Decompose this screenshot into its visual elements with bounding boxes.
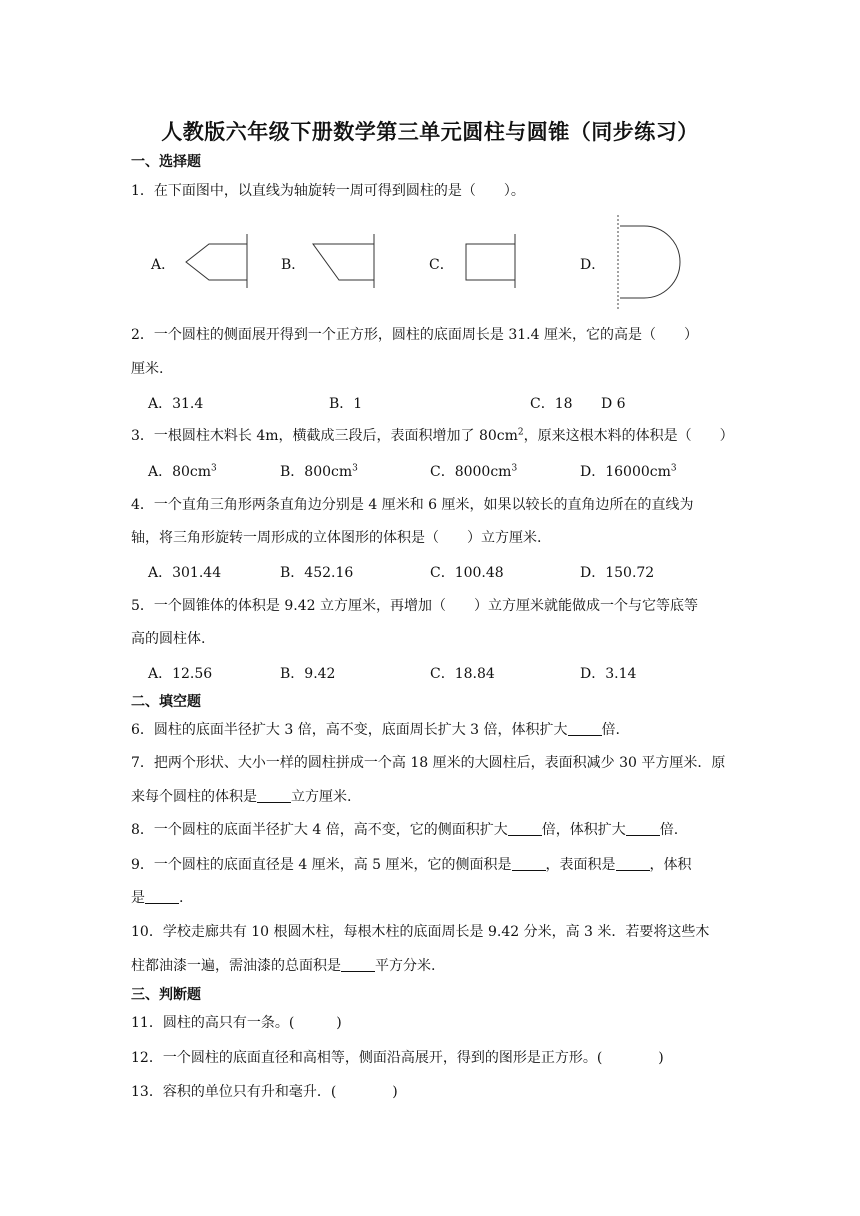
- q1-option-b-label: B．: [281, 257, 306, 273]
- q3-option-a-text: A．80cm: [148, 464, 212, 480]
- question-5-line-2: 高的圆柱体.: [131, 631, 206, 647]
- section-heading-fill: 二、填空题: [131, 694, 201, 710]
- answer-blank[interactable]: [508, 821, 542, 836]
- q4-option-d: D．150.72: [580, 565, 655, 581]
- answer-blank[interactable]: [145, 889, 179, 904]
- question-10-line-1: 10．学校走廊共有 10 根圆木柱，每根木柱的底面周长是 9.42 分米，高 3 米．若要将这些木: [131, 924, 710, 940]
- section-heading-choice: 一、选择题: [131, 154, 201, 170]
- q2-option-c: C．18: [530, 396, 573, 412]
- question-1-text: 1．在下面图中，以直线为轴旋转一周可得到圆柱的是（ ）。: [131, 183, 525, 199]
- q4-option-a: A．301.44: [148, 565, 222, 581]
- question-8-after: 倍.: [659, 822, 679, 838]
- answer-blank[interactable]: [568, 721, 602, 736]
- question-3-after: ，原来这根木料的体积是（ ）: [523, 428, 734, 444]
- question-11-text: 11．圆柱的高只有一条。( ): [131, 1015, 342, 1031]
- question-9-line2-after: .: [179, 890, 184, 906]
- answer-blank[interactable]: [626, 821, 660, 836]
- question-8-before: 8．一个圆柱的底面半径扩大 4 倍，高不变，它的侧面积扩大: [131, 822, 508, 838]
- question-10-line-2: [131, 956, 435, 976]
- q3-option-d: [580, 462, 677, 482]
- question-9-line2-before: 是: [131, 890, 145, 906]
- q1-option-c-label: C．: [429, 257, 454, 273]
- page-title: 人教版六年级下册数学第三单元圆柱与圆锥（同步练习）: [161, 119, 699, 144]
- q2-option-a: A．31.4: [148, 396, 204, 412]
- question-7-line-1: 7．把两个形状、大小一样的圆柱拼成一个高 18 厘米的大圆柱后，表面积减少 30 平方厘米．原: [131, 755, 726, 771]
- question-2-line-1: 2．一个圆柱的侧面展开得到一个正方形，圆柱的底面周长是 31.4 厘米，它的高是（ ）: [131, 327, 698, 343]
- q3-option-b-sup: 3: [352, 463, 358, 474]
- question-13-text: 13．容积的单位只有升和毫升．( ): [131, 1084, 398, 1100]
- q3-option-d-sup: 3: [670, 463, 677, 474]
- question-4-line-1: 4．一个直角三角形两条直角边分别是 4 厘米和 6 厘米，如果以较长的直角边所在的直线为: [131, 497, 694, 513]
- question-8-text: [131, 820, 678, 840]
- question-7-after: 立方厘米.: [291, 789, 352, 805]
- q3-option-a: [148, 462, 217, 482]
- q5-option-a: A．12.56: [148, 666, 213, 682]
- question-6-after: 倍.: [601, 722, 620, 738]
- question-3-sup: 2: [517, 427, 524, 438]
- q5-option-c: C．18.84: [430, 666, 495, 682]
- rectangle-shape: [460, 232, 522, 290]
- question-4-line-2: 轴，将三角形旋转一周形成的立体图形的体积是（ ）立方厘米.: [131, 530, 542, 546]
- q5-option-d: D．3.14: [580, 666, 637, 682]
- q3-option-b: [280, 462, 358, 482]
- question-9-line-1: [131, 855, 692, 875]
- q1-option-d-label: D．: [580, 257, 606, 273]
- q3-option-d-text: D．16000cm: [580, 464, 671, 480]
- answer-blank[interactable]: [616, 856, 650, 871]
- question-7-line-2: [131, 787, 351, 807]
- q3-option-c: [430, 462, 517, 482]
- question-12-text: 12．一个圆柱的底面直径和高相等，侧面沿高展开，得到的图形是正方形。( ): [131, 1050, 664, 1066]
- q4-option-b: B．452.16: [280, 565, 354, 581]
- question-3-before: 3．一根圆柱木料长 4m，横截成三段后，表面积增加了 80cm: [131, 428, 518, 444]
- question-6-text: [131, 720, 620, 740]
- q4-option-c: C．100.48: [430, 565, 504, 581]
- trapezoid-shape: [309, 232, 379, 290]
- question-7-before: 来每个圆柱的体积是: [131, 789, 257, 805]
- question-9-line-2: [131, 888, 183, 908]
- question-8-middle: 倍，体积扩大: [541, 822, 626, 838]
- answer-blank[interactable]: [512, 856, 546, 871]
- question-3-text: [131, 426, 734, 446]
- question-9-before: 9．一个圆柱的底面直径是 4 厘米，高 5 厘米，它的侧面积是: [131, 857, 512, 873]
- q2-option-b: B．1: [329, 396, 363, 412]
- q3-option-c-sup: 3: [511, 463, 518, 474]
- semicircle-shape: [610, 212, 690, 312]
- q3-option-c-text: C．8000cm: [430, 464, 512, 480]
- answer-blank[interactable]: [257, 788, 291, 803]
- question-10-before: 柱都油漆一遍，需油漆的总面积是: [131, 958, 341, 974]
- question-5-line-1: 5．一个圆锥体的体积是 9.42 立方厘米，再增加（ ）立方厘米就能做成一个与它等底等: [131, 598, 698, 614]
- q3-option-b-text: B．800cm: [280, 464, 353, 480]
- q5-option-b: B．9.42: [280, 666, 336, 682]
- question-6-before: 6．圆柱的底面半径扩大 3 倍，高不变，底面周长扩大 3 倍，体积扩大: [131, 722, 568, 738]
- pentagon-arrow-shape: [182, 232, 252, 290]
- question-10-after: 平方分米.: [375, 958, 436, 974]
- question-9-mid2: ，体积: [649, 857, 692, 873]
- q1-option-a-label: A．: [151, 257, 176, 273]
- q3-option-a-sup: 3: [211, 463, 217, 474]
- q2-option-d: D 6: [601, 396, 626, 412]
- question-2-line-2: 厘米.: [131, 361, 164, 377]
- question-9-mid1: ，表面积是: [545, 857, 616, 873]
- section-heading-judge: 三、判断题: [131, 987, 201, 1003]
- answer-blank[interactable]: [341, 957, 375, 972]
